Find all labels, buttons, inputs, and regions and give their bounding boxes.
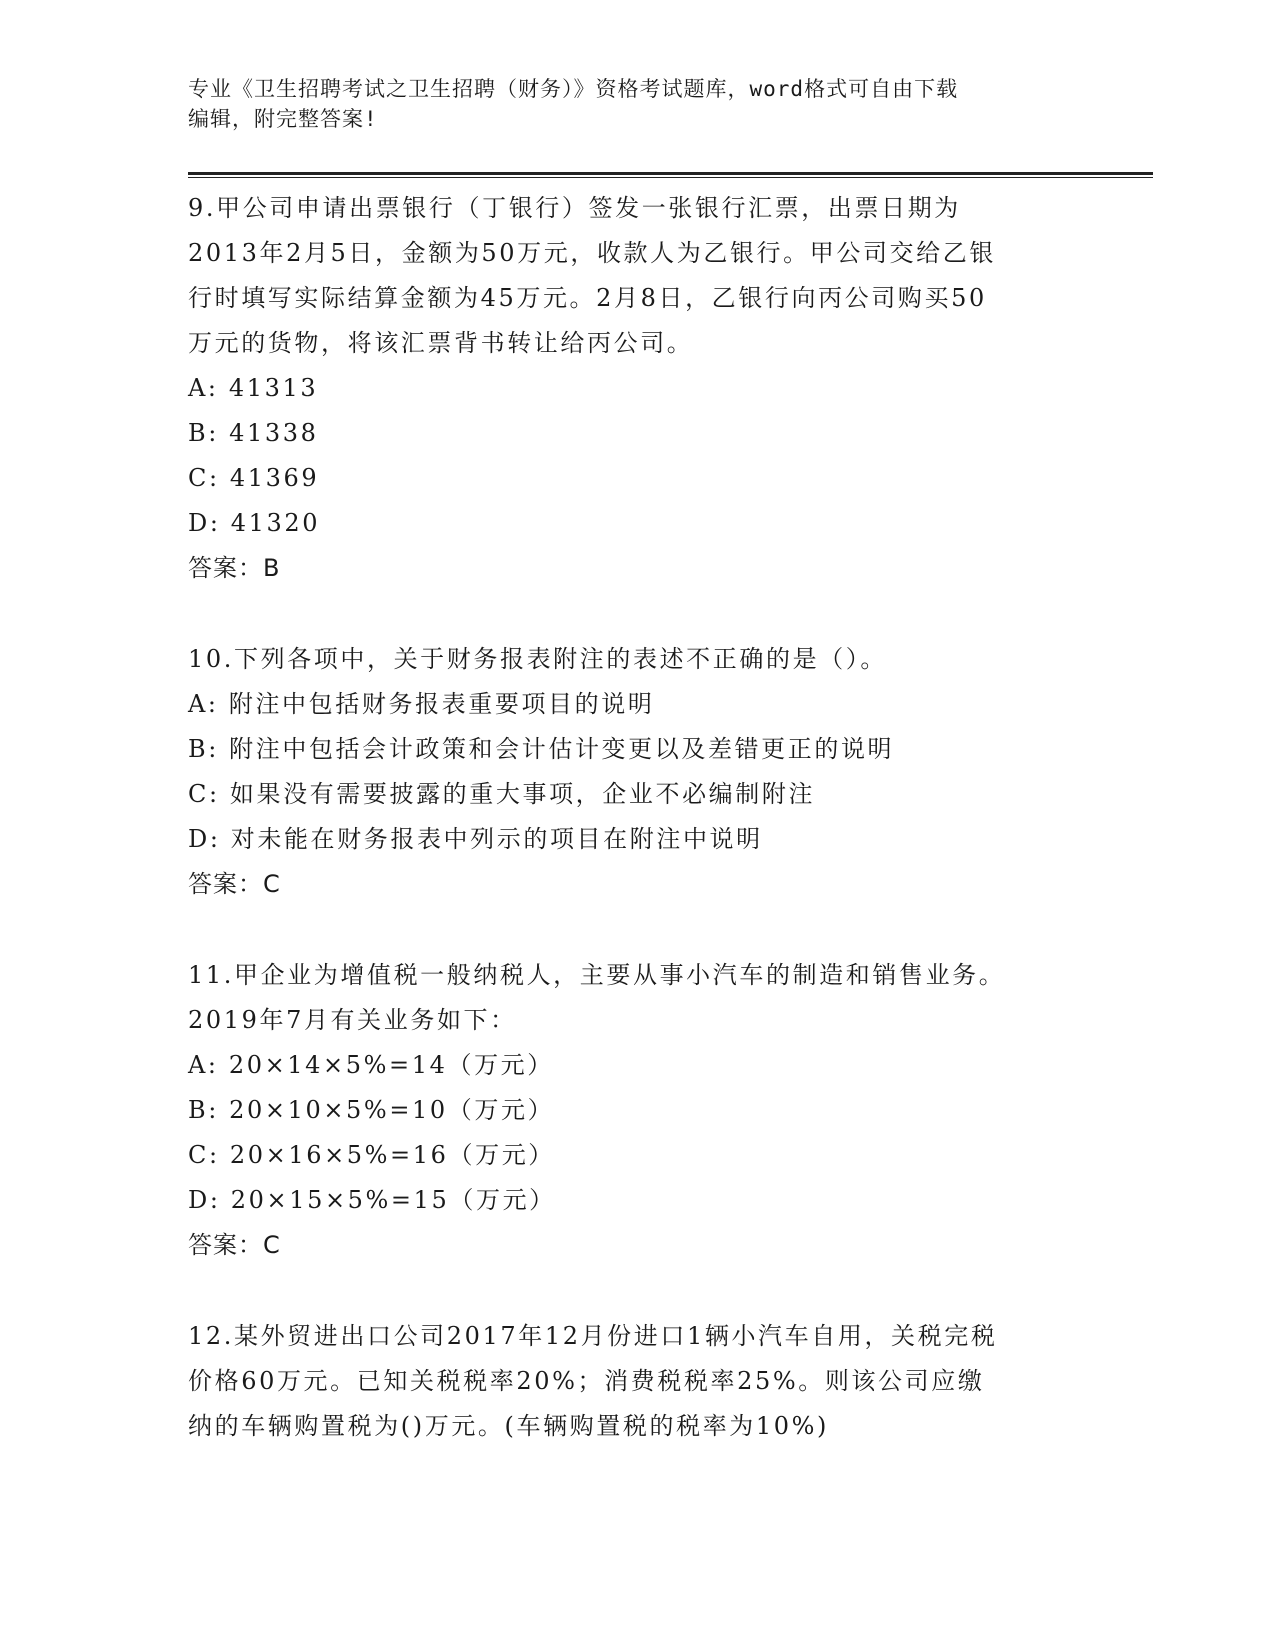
question-stem-line: 9.甲公司申请出票银行（丁银行）签发一张银行汇票，出票日期为: [188, 194, 961, 222]
option-b: B: 附注中包括会计政策和会计估计变更以及差错更正的说明: [188, 735, 895, 763]
option-b: B: 20×10×5%=10（万元）: [188, 1096, 555, 1124]
document-header: [188, 74, 1153, 134]
question-stem-line: 12.某外贸进出口公司2017年12月份进口1辆小汽车自用，关税完税: [188, 1322, 998, 1350]
question-stem-line: 2013年2月5日，金额为50万元，收款人为乙银行。甲公司交给乙银: [188, 239, 996, 267]
option-b: B: 41338: [188, 419, 319, 447]
spacer: [188, 907, 1153, 953]
question-11: [188, 953, 1153, 1268]
option-a: A: 41313: [188, 374, 319, 402]
answer-line: 答案：B: [188, 554, 281, 582]
answer-line: 答案：C: [188, 1231, 281, 1259]
question-stem-line: 10.下列各项中，关于财务报表附注的表述不正确的是（）。: [188, 645, 887, 673]
question-9: [188, 186, 1153, 591]
question-stem-line: 11.甲企业为增值税一般纳税人，主要从事小汽车的制造和销售业务。: [188, 961, 1006, 989]
question-12: [188, 1314, 1153, 1449]
option-d: D: 对未能在财务报表中列示的项目在附注中说明: [188, 825, 763, 853]
question-stem-line: 2019年7月有关业务如下：: [188, 1006, 517, 1034]
header-line-2: 编辑，附完整答案!: [188, 107, 378, 131]
question-stem-line: 万元的货物，将该汇票背书转让给丙公司。: [188, 329, 694, 357]
question-stem-line: 价格60万元。已知关税税率20%；消费税税率25%。则该公司应缴: [188, 1367, 985, 1395]
option-c: C: 如果没有需要披露的重大事项，企业不必编制附注: [188, 780, 816, 808]
header-rule-thin: [188, 177, 1153, 178]
spacer: [188, 591, 1153, 637]
option-a: A: 附注中包括财务报表重要项目的说明: [188, 690, 655, 718]
option-c: C: 41369: [188, 464, 320, 492]
question-stem-line: 纳的车辆购置税为()万元。(车辆购置税的税率为10%): [188, 1412, 829, 1440]
option-d: D: 20×15×5%=15（万元）: [188, 1186, 556, 1214]
answer-line: 答案：C: [188, 870, 281, 898]
header-rule-thick: [188, 172, 1153, 175]
option-a: A: 20×14×5%=14（万元）: [188, 1051, 554, 1079]
header-line-1: 专业《卫生招聘考试之卫生招聘（财务）》资格考试题库，word格式可自由下载: [188, 77, 959, 101]
question-10: [188, 637, 1153, 907]
document-page: [188, 74, 1153, 1449]
option-d: D: 41320: [188, 509, 321, 537]
question-stem-line: 行时填写实际结算金额为45万元。2月8日，乙银行向丙公司购买50: [188, 284, 987, 312]
spacer: [188, 1268, 1153, 1314]
option-c: C: 20×16×5%=16（万元）: [188, 1141, 555, 1169]
